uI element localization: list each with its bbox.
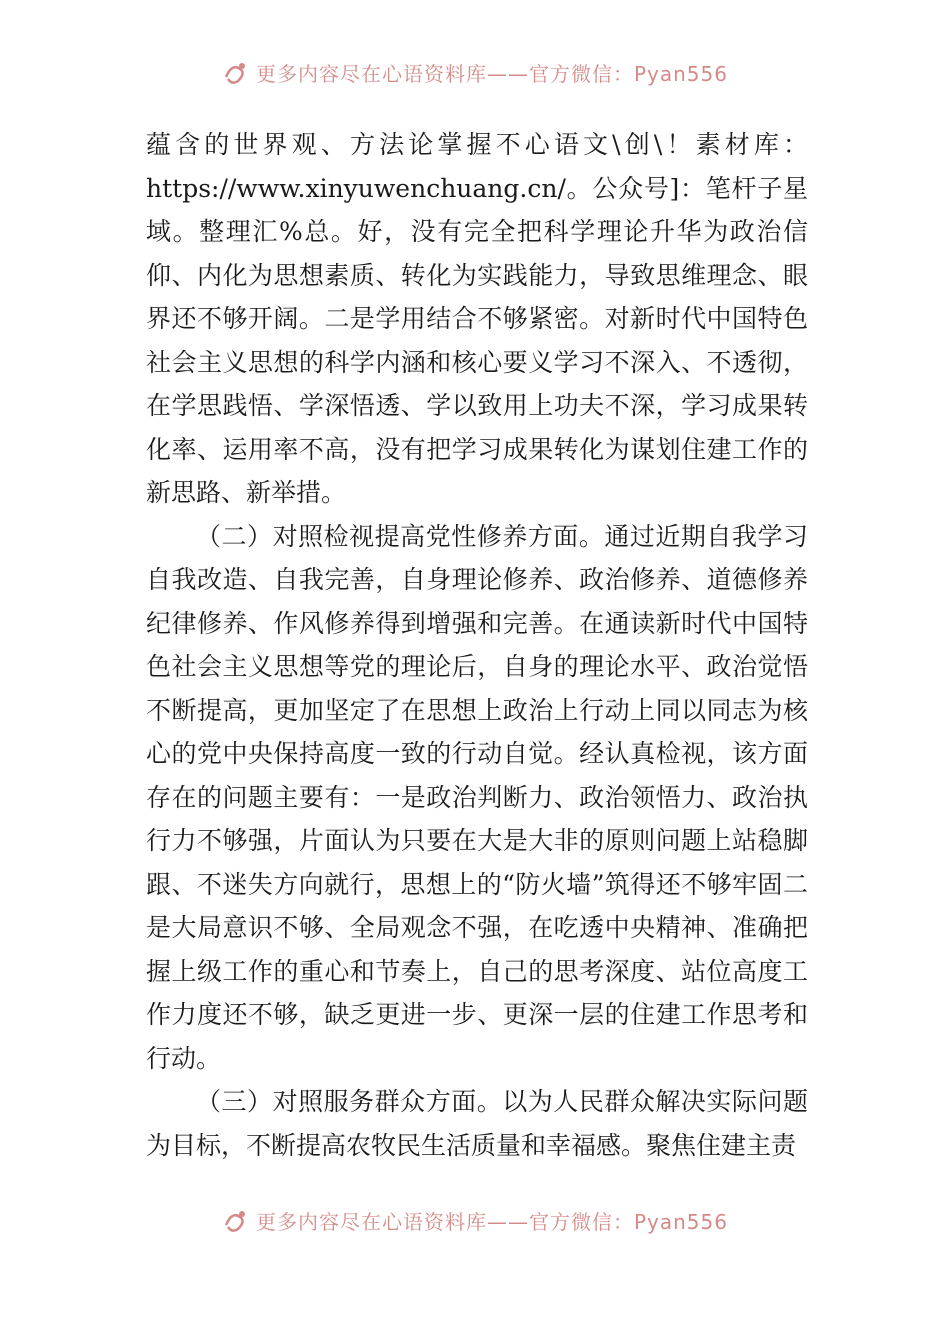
watermark-text: 更多内容尽在心语资料库——官方微信：Pyan556 — [255, 1209, 728, 1234]
document-body — [146, 123, 808, 1167]
paragraph: https://www.xinyuwenchuang.cn/。公众号]：笔杆子星域。整理汇%总。好，没有完全把科学理论升华为政治信仰、内化为思想素质、转化为实践能力，导致思维理念、眼界还不够开阔。二是学用结合不够紧密。对新时代中国特色社会主义思想的科学内涵和核心要义学习不深入、不透彻，在学思践悟、学深悟透、学以致用上功夫不深，学习成果转化率、运用率不高，没有把学习成果转化为谋划住建工作的新思路、新举措。 — [146, 173, 808, 507]
paragraph: （二）对照检视提高党性修养方面。通过近期自我学习自我改造、自我完善，自身理论修养、政治修养、道德修养纪律修养、作风修养得到增强和完善。在通读新时代中国特色社会主义思想等党的理论后，自身的理论水平、政治觉悟不断提高，更加坚定了在思想上政治上行动上同以同志为核心的党中央保持高度一致的行动自觉。经认真检视，该方面存在的问题主要有：一是政治判断力、政治领悟力、政治执行力不够强，片面认为只要在大是大非的原则问题上站稳脚跟、不迷失方向就行，思想上的“防火墙”筑得还不够牢固二是大局意识不够、全局观念不强，在吃透中央精神、准确把握上级工作的重心和节奏上，自己的思考深度、站位高度工作力度还不够，缺乏更进一步、更深一层的住建工作思考和行动。 — [146, 521, 808, 1073]
paragraph: 蕴含的世界观、方法论掌握不心语文\创\！素材库： — [146, 130, 808, 159]
paragraph: （三）对照服务群众方面。以为人民群众解决实际问题为目标，不断提高农牧民生活质量和幸福感。聚焦住建主责 — [146, 1087, 808, 1160]
watermark-header — [0, 52, 950, 92]
watermark-text: 更多内容尽在心语资料库——官方微信：Pyan556 — [255, 61, 728, 86]
watermark-footer — [0, 1200, 950, 1240]
watermark-logo-icon — [222, 57, 252, 87]
watermark-logo-icon — [222, 1205, 252, 1235]
